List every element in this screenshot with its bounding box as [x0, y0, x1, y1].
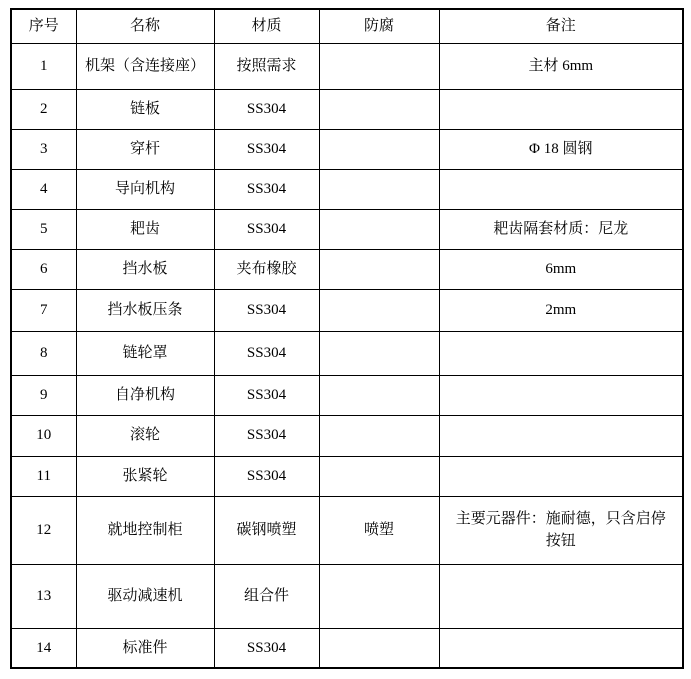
cell-material: SS304 — [214, 628, 319, 668]
cell-no: 2 — [11, 89, 76, 129]
header-cell-anticorrosion: 防腐 — [319, 9, 439, 43]
cell-material: SS304 — [214, 415, 319, 456]
cell-remark — [439, 415, 683, 456]
cell-remark: 2mm — [439, 289, 683, 331]
header-cell-material: 材质 — [214, 9, 319, 43]
table-row — [11, 209, 683, 249]
cell-anticorrosion — [319, 331, 439, 375]
cell-material: SS304 — [214, 289, 319, 331]
cell-name: 机架（含连接座） — [76, 43, 214, 89]
cell-name: 链板 — [76, 89, 214, 129]
cell-name: 驱动减速机 — [76, 564, 214, 628]
cell-material: 碳钢喷塑 — [214, 496, 319, 564]
table-row — [11, 249, 683, 289]
cell-anticorrosion — [319, 456, 439, 496]
table-row — [11, 456, 683, 496]
cell-remark — [439, 169, 683, 209]
cell-anticorrosion — [319, 564, 439, 628]
cell-name: 滚轮 — [76, 415, 214, 456]
cell-anticorrosion: 喷塑 — [319, 496, 439, 564]
cell-name: 就地控制柜 — [76, 496, 214, 564]
cell-name: 链轮罩 — [76, 331, 214, 375]
cell-remark: 主要元器件：施耐德，只含启停按钮 — [439, 496, 683, 564]
cell-name: 挡水板 — [76, 249, 214, 289]
table-row — [11, 89, 683, 129]
table-row — [11, 331, 683, 375]
cell-no: 4 — [11, 169, 76, 209]
table-row — [11, 129, 683, 169]
cell-material: SS304 — [214, 375, 319, 415]
cell-anticorrosion — [319, 169, 439, 209]
cell-anticorrosion — [319, 43, 439, 89]
table-row — [11, 43, 683, 89]
cell-name: 挡水板压条 — [76, 289, 214, 331]
cell-no: 1 — [11, 43, 76, 89]
cell-name: 标准件 — [76, 628, 214, 668]
cell-no: 7 — [11, 289, 76, 331]
cell-name: 张紧轮 — [76, 456, 214, 496]
table-row — [11, 289, 683, 331]
cell-remark — [439, 331, 683, 375]
cell-anticorrosion — [319, 289, 439, 331]
cell-material: SS304 — [214, 456, 319, 496]
cell-no: 5 — [11, 209, 76, 249]
cell-name: 自净机构 — [76, 375, 214, 415]
cell-no: 10 — [11, 415, 76, 456]
cell-anticorrosion — [319, 375, 439, 415]
cell-anticorrosion — [319, 628, 439, 668]
table-header-row — [11, 9, 683, 43]
cell-remark — [439, 628, 683, 668]
cell-remark: 主材 6mm — [439, 43, 683, 89]
cell-no: 8 — [11, 331, 76, 375]
table-row — [11, 564, 683, 628]
cell-anticorrosion — [319, 249, 439, 289]
cell-remark: Φ 18 圆钢 — [439, 129, 683, 169]
cell-no: 14 — [11, 628, 76, 668]
cell-remark — [439, 456, 683, 496]
cell-remark: 6mm — [439, 249, 683, 289]
cell-material: 夹布橡胶 — [214, 249, 319, 289]
cell-no: 12 — [11, 496, 76, 564]
cell-material: 按照需求 — [214, 43, 319, 89]
cell-anticorrosion — [319, 129, 439, 169]
cell-remark — [439, 89, 683, 129]
cell-material: SS304 — [214, 89, 319, 129]
parts-material-table — [10, 8, 684, 669]
header-cell-name: 名称 — [76, 9, 214, 43]
cell-anticorrosion — [319, 209, 439, 249]
table-row — [11, 628, 683, 668]
table-row — [11, 415, 683, 456]
cell-material: 组合件 — [214, 564, 319, 628]
cell-no: 13 — [11, 564, 76, 628]
cell-no: 11 — [11, 456, 76, 496]
cell-no: 9 — [11, 375, 76, 415]
cell-anticorrosion — [319, 415, 439, 456]
cell-remark — [439, 564, 683, 628]
cell-remark: 耙齿隔套材质：尼龙 — [439, 209, 683, 249]
cell-remark — [439, 375, 683, 415]
cell-no: 3 — [11, 129, 76, 169]
cell-anticorrosion — [319, 89, 439, 129]
table-row — [11, 169, 683, 209]
header-cell-remark: 备注 — [439, 9, 683, 43]
cell-no: 6 — [11, 249, 76, 289]
cell-name: 穿杆 — [76, 129, 214, 169]
cell-name: 导向机构 — [76, 169, 214, 209]
cell-material: SS304 — [214, 129, 319, 169]
cell-material: SS304 — [214, 331, 319, 375]
cell-name: 耙齿 — [76, 209, 214, 249]
table-row — [11, 375, 683, 415]
header-cell-no: 序号 — [11, 9, 76, 43]
cell-material: SS304 — [214, 209, 319, 249]
table-row — [11, 496, 683, 564]
cell-material: SS304 — [214, 169, 319, 209]
